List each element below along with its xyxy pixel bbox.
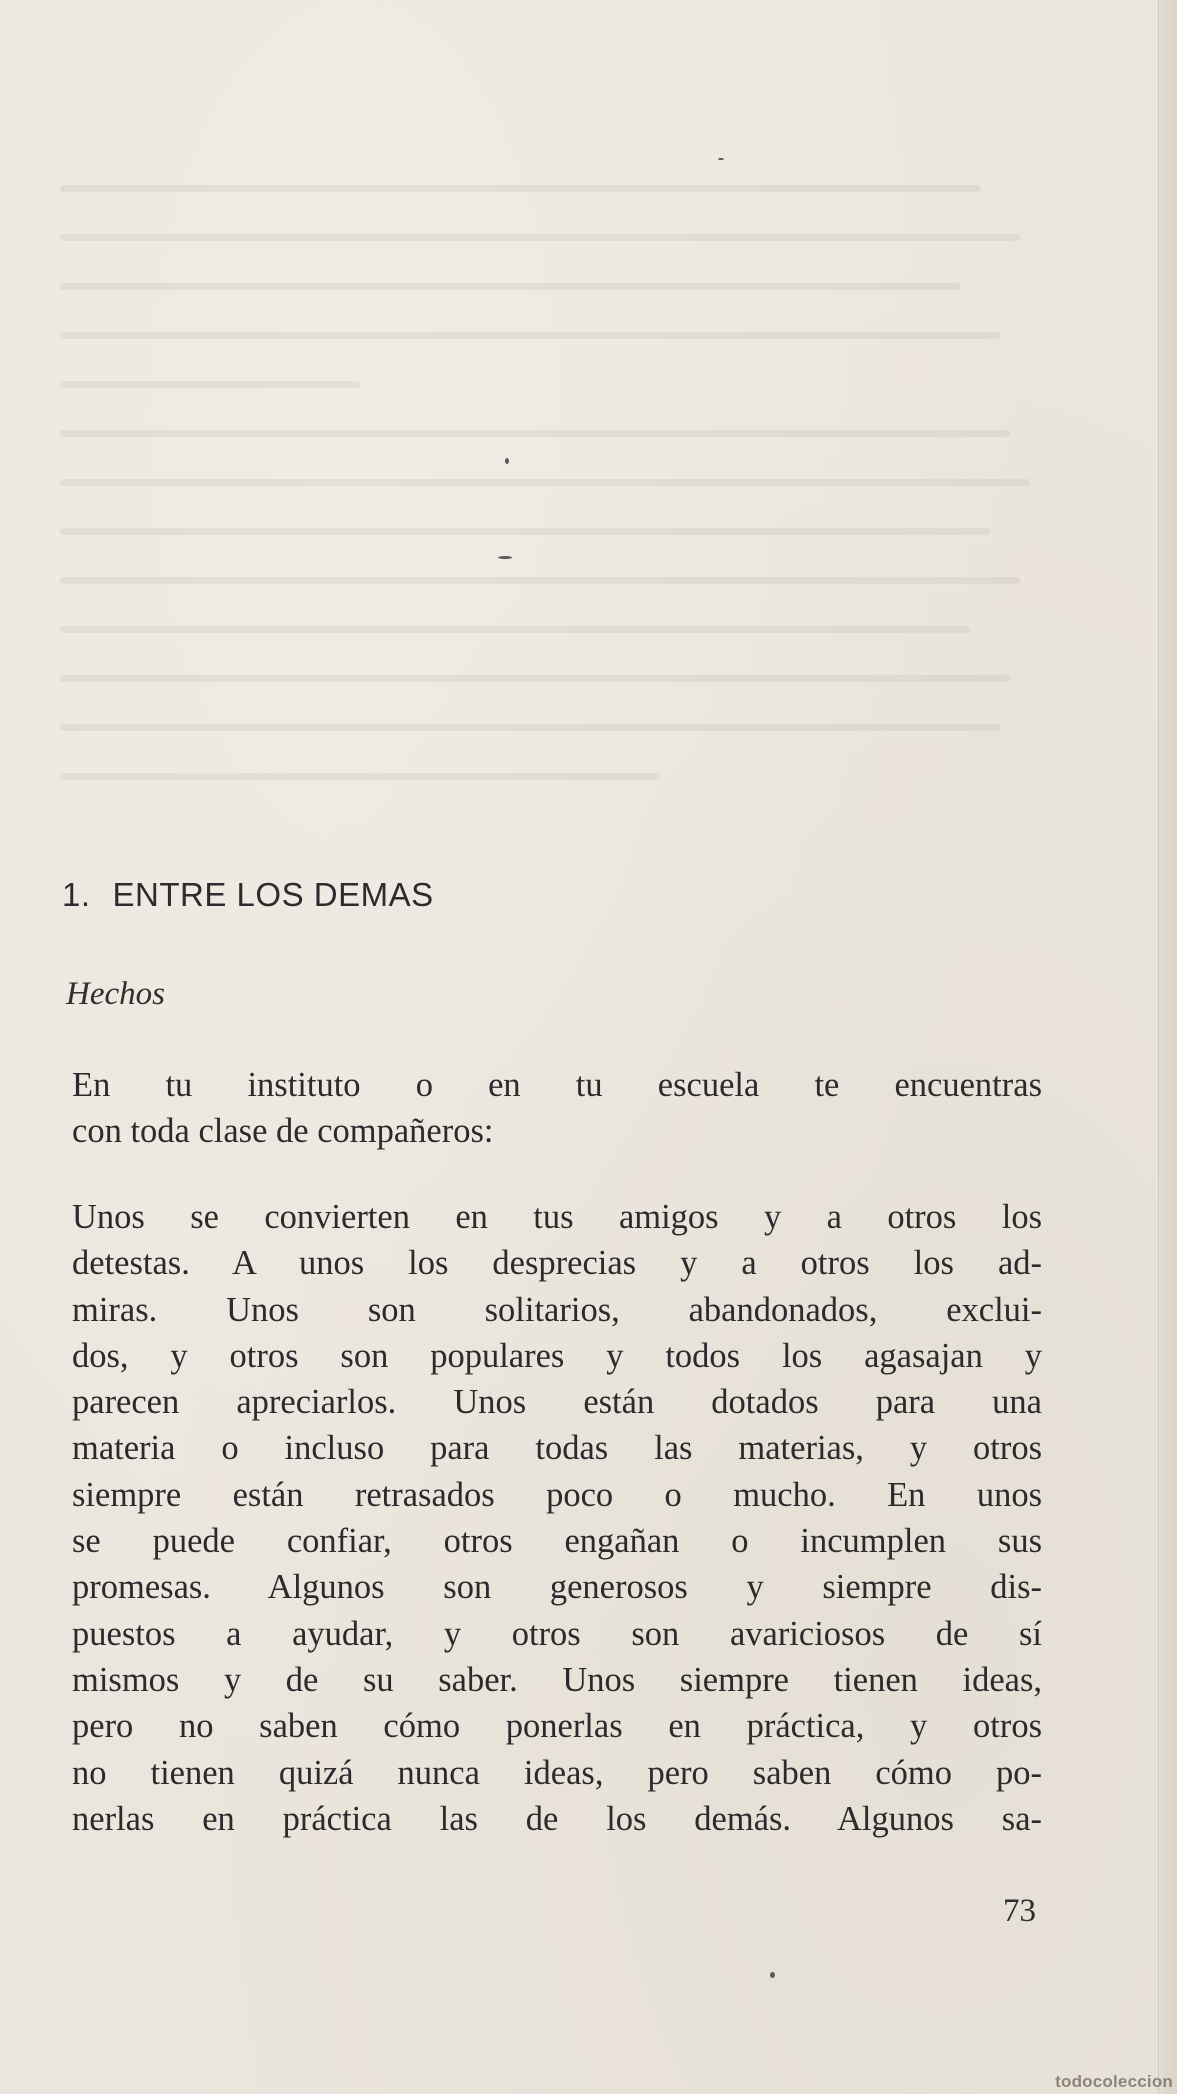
text-line: puestos a ayudar, y otros son avariciosos de sí	[72, 1614, 1042, 1653]
paper-speck	[770, 1972, 775, 1978]
text-line: Unos se convierten en tus amigos y a otros los	[72, 1198, 1042, 1236]
section-number: 1.	[62, 876, 91, 913]
text-line: parecen apreciarlos. Unos están dotados para una	[72, 1383, 1042, 1422]
text-line: nerlas en práctica las de los demás. Algunos sa-	[72, 1799, 1042, 1838]
text-line: detestas. A unos los desprecias y a otros los ad-	[72, 1244, 1042, 1283]
text-line: se puede confiar, otros engañan o incumplen sus	[72, 1522, 1042, 1561]
subheading: Hechos	[66, 976, 165, 1012]
section-title: ENTRE LOS DEMAS	[112, 876, 434, 913]
paragraph	[72, 1062, 1042, 1155]
text-line: En tu instituto o en tu escuela te encuentras	[72, 1066, 1042, 1104]
paper-speck	[505, 458, 509, 464]
page-number: 73	[1003, 1893, 1036, 1929]
text-line: con toda clase de compañeros:	[72, 1112, 494, 1151]
paper-speck	[498, 556, 512, 559]
show-through-text	[60, 185, 1060, 885]
text-line: miras. Unos son solitarios, abandonados, exclui-	[72, 1290, 1042, 1329]
watermark: todocoleccion	[1055, 2072, 1173, 2091]
section-heading	[62, 876, 434, 914]
text-line: siempre están retrasados poco o mucho. En unos	[72, 1475, 1042, 1514]
text-line: dos, y otros son populares y todos los agasajan y	[72, 1336, 1042, 1375]
text-line: no tienen quizá nunca ideas, pero saben cómo po-	[72, 1753, 1042, 1792]
text-line: promesas. Algunos son generosos y siempre dis-	[72, 1568, 1042, 1607]
paper-speck	[718, 158, 724, 160]
page-edge	[1158, 0, 1177, 2094]
text-line: mismos y de su saber. Unos siempre tienen ideas,	[72, 1660, 1042, 1699]
text-line: pero no saben cómo ponerlas en práctica, y otros	[72, 1707, 1042, 1746]
paragraph	[72, 1194, 1042, 1842]
text-line: materia o incluso para todas las materias, y otros	[72, 1429, 1042, 1468]
